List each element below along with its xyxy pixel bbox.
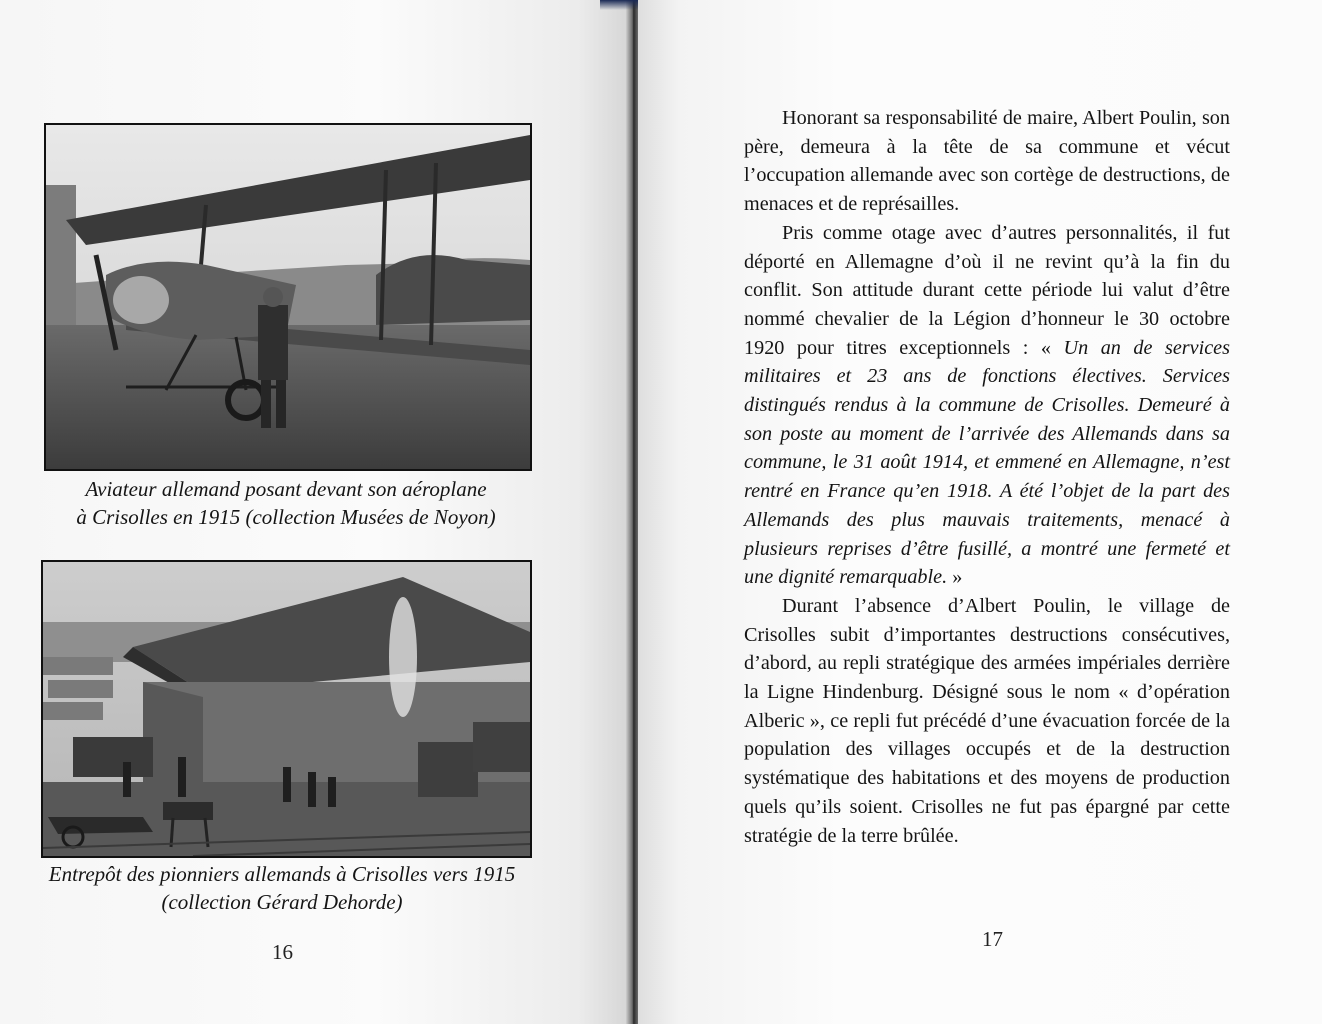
body-text xyxy=(744,104,1230,850)
caption-line: à Crisolles en 1915 (collection Musées de Noyon) xyxy=(76,505,496,529)
paragraph-intro: Pris comme otage avec d’autres personnalités, il fut déporté en Allemagne d’où il ne revint qu’à la fin du conflit. Son attitude durant cette période lui valut d’être nommé chevalier de la Légion d’honneur le 30 octobre 1920 pour titres exceptionnels : « xyxy=(744,221,1230,359)
photo-caption xyxy=(22,860,542,916)
paragraph: Durant l’absence d’Albert Poulin, le village de Crisolles subit d’importantes destructions consécutives, d’abord, au repli stratégique des armées impériales derrière la Ligne Hindenburg. Désigné sous le nom « d’opération Alberic », ce repli fut précédé d’une évacuation forcée de la population des villages occupés et de la destruction systématique des habitations et des moyens de production quels qu’ils soient. Crisolles ne fut pas épargné par cette stratégie de la terre brûlée. xyxy=(744,594,1230,847)
paragraph: Honorant sa responsabilité de maire, Albert Poulin, son père, demeura à la tête de sa commune et vécut l’occupation allemande avec son cortège de destructions, de menaces et de représailles. xyxy=(744,107,1230,216)
page-number: 16 xyxy=(272,940,293,964)
legion-citation-quote: Un an de services militaires et 23 ans de fonctions électives. Services distingués rendus à la commune de Crisolles. Demeuré à son poste au moment de l’arrivée des Allemands dans sa commune, le 31 août 1914, et emmené en Allemagne, n’est rentré en France qu’en 1918. A été l’objet de la part des Allemands des plus mauvais traitements, menacé à plusieurs reprises d’être fusillé, a montré une fermeté et une dignité remarquable. xyxy=(744,336,1230,589)
caption-line: Entrepôt des pionniers allemands à Crisolles vers 1915 xyxy=(48,862,516,886)
page-number: 17 xyxy=(982,927,1003,951)
paragraph xyxy=(744,219,1230,592)
photo-caption xyxy=(44,475,528,531)
quote-close: » xyxy=(947,566,963,589)
warehouse-photo xyxy=(41,560,532,858)
caption-line: Aviateur allemand posant devant son aéroplane xyxy=(85,477,487,501)
left-page xyxy=(0,0,628,1024)
biplane-photo xyxy=(44,123,532,471)
caption-line: (collection Gérard Dehorde) xyxy=(161,890,403,914)
